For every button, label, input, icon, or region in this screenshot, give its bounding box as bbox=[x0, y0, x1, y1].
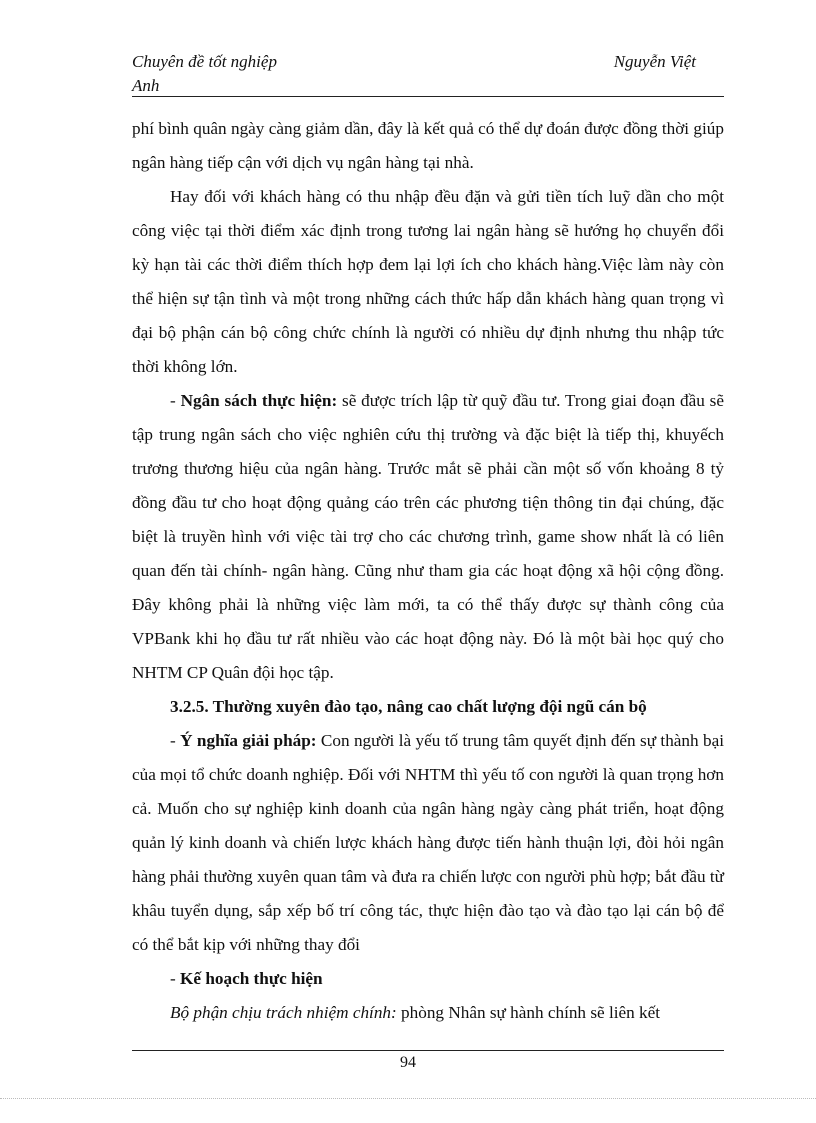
responsibility-label: Bộ phận chịu trách nhiệm chính: bbox=[170, 1003, 397, 1022]
header-author: Nguyễn Việt bbox=[613, 52, 696, 71]
paragraph-responsibility bbox=[132, 996, 724, 1030]
paragraph-2: Hay đối với khách hàng có thu nhập đều đặn và gửi tiền tích luỹ dần cho một công việc tại thời điểm xác định trong tương lai ngân hàng sẽ hướng họ chuyển đổi kỳ hạn tài các thời điểm thích hợp đem lại lợi ích cho khách hàng.Việc làm này còn thể hiện sự tận tình và một trong những cách thức hấp dẫn khách hàng quan trọng vì đại bộ phận cán bộ công chức chính là người có nhiều dự định nhưng thu nhập tức thời không lớn. bbox=[132, 187, 724, 376]
budget-prefix: - bbox=[170, 391, 181, 410]
header-title bbox=[132, 50, 332, 98]
page-body bbox=[132, 112, 724, 1030]
footer-divider bbox=[132, 1050, 724, 1051]
meaning-prefix: - bbox=[170, 731, 181, 750]
paragraph-budget bbox=[132, 384, 724, 690]
budget-text: sẽ được trích lập từ quỹ đầu tư. Trong giai đoạn đầu sẽ tập trung ngân sách cho việc nghiên cứu thị trường và đặc biệt là tiếp thị, khuyếch trương thương hiệu của ngân hàng. Trước mắt sẽ phải cần một số vốn khoảng 8 tỷ đồng đầu tư cho hoạt động quảng cáo trên các phương tiện thông tin đại chúng, đặc biệt là truyền hình với việc tài trợ cho các chương trình, game show nhất là có liên quan đến tài chính- ngân hàng. Cũng như tham gia các hoạt động xã hội cộng đồng. Đây không phải là những việc làm mới, ta có thể thấy được sự thành công của VPBank khi họ đầu tư rất nhiều vào các hoạt động này. Đó là một bài học quý cho NHTM CP Quân đội học tập. bbox=[132, 391, 724, 682]
paragraph-plan bbox=[132, 962, 724, 996]
plan-prefix: - bbox=[170, 969, 181, 988]
paragraph-1: phí bình quân ngày càng giảm dần, đây là kết quả có thể dự đoán được đồng thời giúp ngân hàng tiếp cận với dịch vụ ngân hàng tại nhà. bbox=[132, 119, 724, 172]
section-heading: 3.2.5. Thường xuyên đào tạo, nâng cao chất lượng đội ngũ cán bộ bbox=[170, 697, 647, 716]
page-bottom-edge bbox=[0, 1098, 816, 1099]
page-number: 94 bbox=[400, 1054, 416, 1071]
meaning-text: Con người là yếu tố trung tâm quyết định đến sự thành bại của mọi tổ chức doanh nghiệp. Đối với NHTM thì yếu tố con người là quan trọng hơn cả. Muốn cho sự nghiệp kinh doanh của ngân hàng ngày càng phát triển, hoạt động quản lý kinh doanh và chiến lược khách hàng được tiến hành thuận lợi, đòi hỏi ngân hàng phải thường xuyên quan tâm và đưa ra chiến lược con người phù hợp; bắt đầu từ khâu tuyển dụng, sắp xếp bố trí công tác, thực hiện đào tạo và đào tạo lại cán bộ để có thể bắt kịp với những thay đổi bbox=[132, 731, 725, 954]
plan-label: Kế hoạch thực hiện bbox=[180, 969, 323, 988]
page-header bbox=[132, 50, 724, 97]
budget-label: Ngân sách thực hiện: bbox=[180, 391, 338, 410]
header-title-line2: Anh bbox=[132, 76, 160, 95]
meaning-label: Ý nghĩa giải pháp: bbox=[180, 731, 317, 750]
responsibility-text: phòng Nhân sự hành chính sẽ liên kết bbox=[396, 1003, 661, 1022]
header-title-line1: Chuyên đề tốt nghiệp bbox=[132, 52, 277, 71]
paragraph-meaning bbox=[132, 724, 724, 962]
